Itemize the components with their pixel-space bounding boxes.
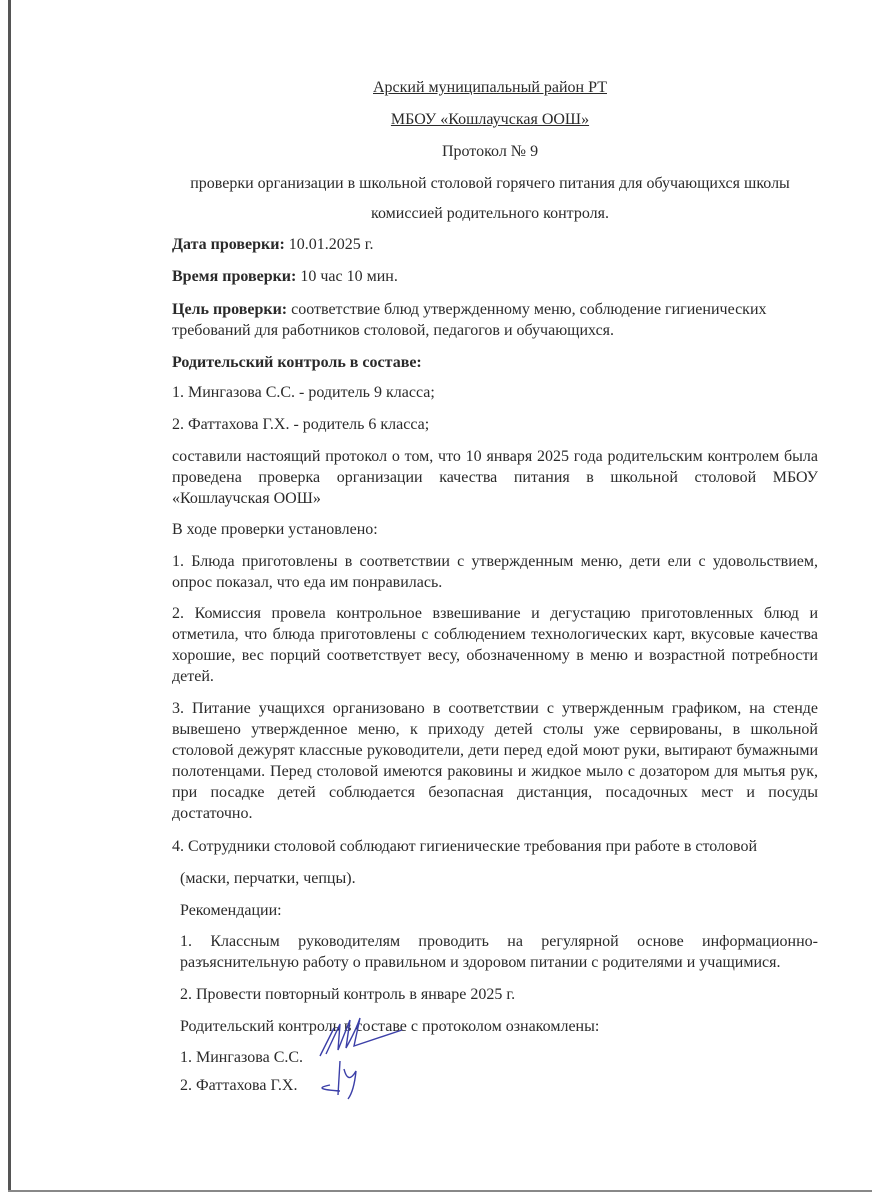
subtitle: проверки организации в школьной столовой горячего питания для обучающихся школы [190, 175, 790, 192]
findings-heading: В ходе проверки установлено: [172, 521, 378, 538]
acknowledged-heading: Родительский контроль в составе с протоколом ознакомлены: [180, 1018, 600, 1035]
time-label: Время проверки: [172, 268, 297, 285]
subtitle: комиссией родительного контроля. [371, 205, 609, 222]
date-value: 10.01.2025 г. [288, 236, 374, 253]
district-title: Арский муниципальный район РТ [373, 79, 607, 96]
signature-mingazova [312, 1010, 412, 1060]
goal-value: соответствие блюд утвержденному меню, соблюдение гигиенических требований для работников столовой, педагогов и обучающихся. [172, 301, 767, 339]
recommendations-heading: Рекомендации: [180, 902, 282, 919]
finding-item: 4. Сотрудники столовой соблюдают гигиенические требования при работе в столовой [172, 838, 758, 855]
finding-item: 3. Питание учащихся организовано в соответствии с утвержденным графиком, на стенде вывешено утвержденное меню, к приходу детей столы уже сервированы, в школьной столовой дежурят классные руководители, дети перед едой моют руки, вытирают бумажными полотенцами. Перед столовой имеются раковины и жидкое мыло с дозатором для мытья рук, при посадке детей соблюдается безопасная дистанция, посадочных мест и посуды достаточно. [172, 700, 818, 822]
finding-item: 2. Комиссия провела контрольное взвешивание и дегустацию приготовленных блюд и отметила, что блюда приготовлены с соблюдением технологических карт, вкусовые качества хорошие, вес порций соответствует весу, обозначенному в меню и возрастной потребности детей. [172, 605, 818, 685]
finding-item: 1. Блюда приготовлены в соответствии с утвержденным меню, дети ели с удовольствием, опрос показал, что еда им понравилась. [172, 553, 818, 591]
signature-fattakhova [300, 1055, 380, 1105]
goal-label: Цель проверки: [172, 301, 288, 318]
date-label: Дата проверки: [172, 236, 285, 253]
recommendation-item: 1. Классным руководителям проводить на регулярной основе информационно-разъяснительную работу о правильном и здоровом питании с родителями и учащимися. [180, 933, 818, 971]
finding-item: (маски, перчатки, чепцы). [180, 870, 356, 887]
goal-field [172, 299, 792, 341]
signatory: 2. Фаттахова Г.Х. [180, 1077, 298, 1094]
scan-edge [8, 1190, 872, 1192]
protocol-number: Протокол № 9 [441, 143, 539, 160]
committee-member: 1. Мингазова С.С. - родитель 9 класса; [172, 384, 435, 401]
time-value: 10 час 10 мин. [300, 268, 398, 285]
committee-heading: Родительский контроль в составе: [172, 354, 422, 371]
recommendation-item: 2. Провести повторный контроль в январе 2025 г. [180, 986, 516, 1003]
intro-paragraph: составили настоящий протокол о том, что 10 января 2025 года родительским контролем была проведена проверка организации качества питания в школьной столовой МБОУ «Кошлаучская ООШ» [172, 448, 818, 507]
scan-edge [8, 0, 11, 1192]
time-field [172, 266, 818, 287]
school-title: МБОУ «Кошлаучская ООШ» [390, 111, 590, 128]
date-field [172, 234, 818, 255]
signatory: 1. Мингазова С.С. [180, 1049, 304, 1066]
committee-member: 2. Фаттахова Г.Х. - родитель 6 класса; [172, 416, 430, 433]
